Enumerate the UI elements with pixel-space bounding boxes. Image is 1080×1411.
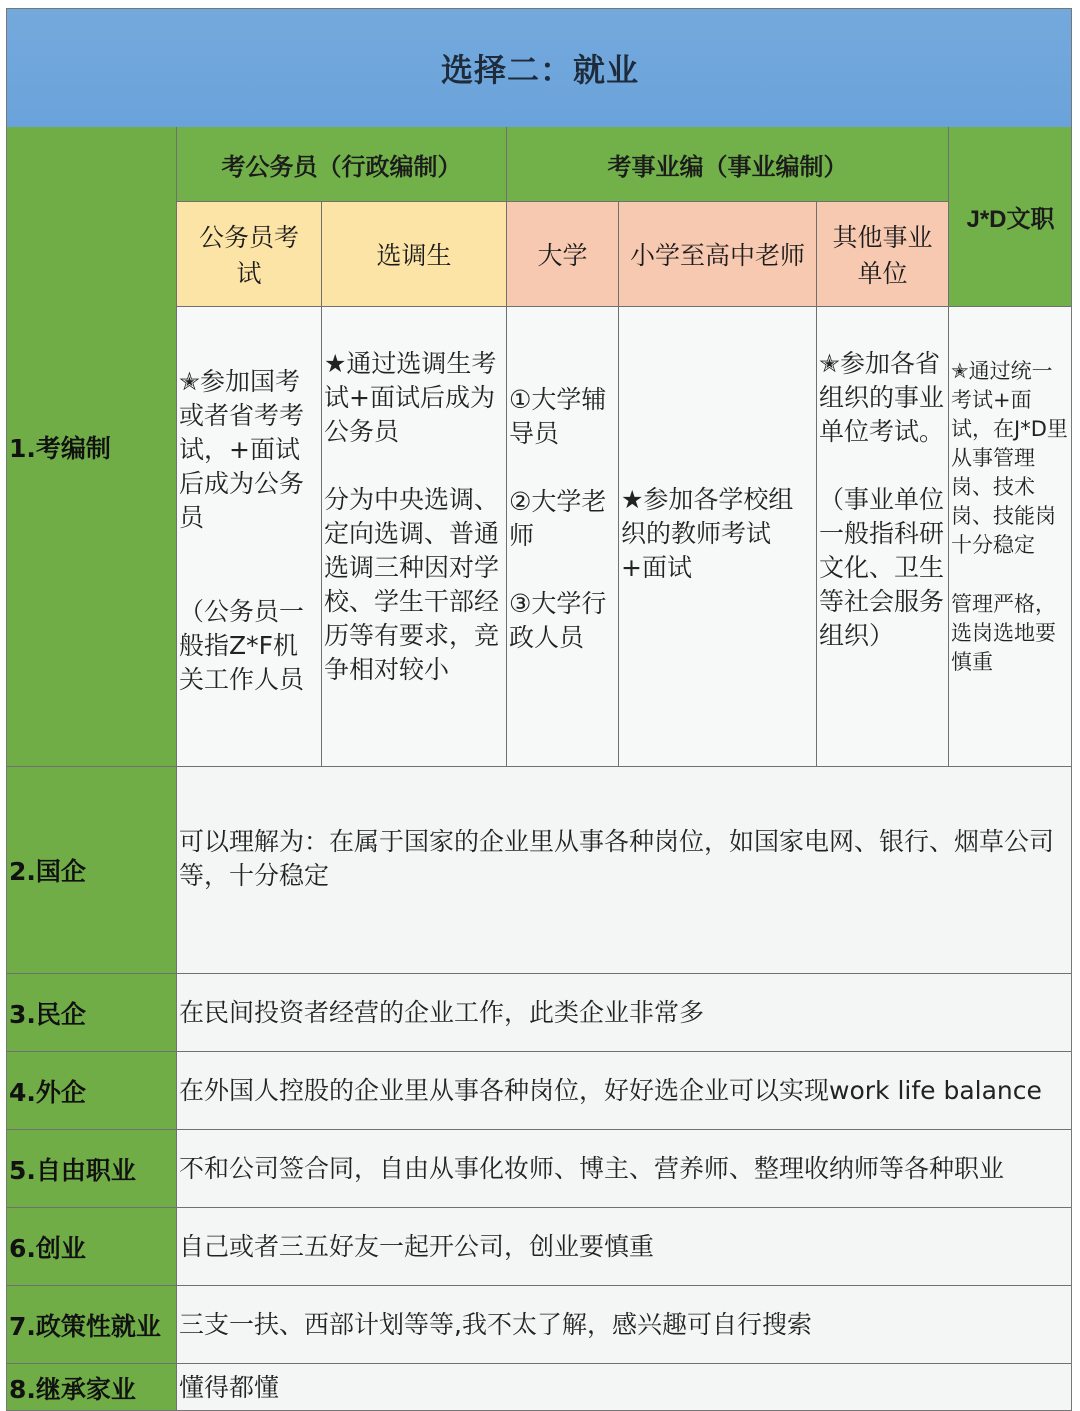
header-jd-label: J*D文职 bbox=[966, 206, 1055, 233]
row-label-text: 4.外企 bbox=[9, 1077, 86, 1107]
university-item-3: ③大学行政人员 bbox=[509, 589, 607, 652]
row-label-text: 2.国企 bbox=[9, 857, 86, 886]
university-item-2: ②大学老师 bbox=[509, 487, 607, 550]
row-label-text: 7.政策性就业 bbox=[9, 1311, 161, 1341]
header-other-units-label: 其他事业单位 bbox=[832, 223, 933, 288]
university-item-1: ①大学辅导员 bbox=[509, 385, 607, 448]
header-university bbox=[507, 202, 619, 307]
freelance-text: 不和公司签合同，自由从事化妆师、博主、营养师、整理收纳师等各种职业 bbox=[179, 1153, 1005, 1183]
cell-startup bbox=[177, 1208, 1072, 1286]
cell-teacher bbox=[619, 307, 817, 767]
cell-soe bbox=[177, 767, 1072, 974]
header-teacher bbox=[619, 202, 817, 307]
cell-foreign bbox=[177, 1052, 1072, 1130]
civil-exam-text: ✭参加国考或者省考考试，+面试后成为公务员 bbox=[179, 367, 305, 532]
other-units-text: ✭参加各省组织的事业单位考试。 bbox=[819, 349, 945, 446]
header-jd-civilian bbox=[949, 127, 1072, 307]
cell-private bbox=[177, 974, 1072, 1052]
teacher-text: ★参加各学校组织的教师考试+面试 bbox=[621, 485, 794, 582]
row-label-text: 1.考编制 bbox=[9, 433, 111, 463]
row-label-exam bbox=[7, 127, 177, 767]
jd-text: ✭通过统一考试+面试，在J*D里从事管理岗、技术岗、技能岗十分稳定 bbox=[951, 359, 1068, 557]
family-text: 懂得都懂 bbox=[179, 1372, 280, 1402]
header-university-label: 大学 bbox=[537, 241, 588, 270]
row-label-startup bbox=[7, 1208, 177, 1286]
cell-jd-civilian bbox=[949, 307, 1072, 767]
row-label-text: 3.民企 bbox=[9, 999, 86, 1029]
header-selected-graduate bbox=[322, 202, 507, 307]
row-label-text: 8.继承家业 bbox=[9, 1374, 136, 1404]
policy-text: 三支一扶、西部计划等等,我不太了解，感兴趣可自行搜索 bbox=[179, 1309, 812, 1339]
header-civil-service-label: 考公务员（行政编制） bbox=[221, 152, 462, 181]
row-label-foreign bbox=[7, 1052, 177, 1130]
row-label-family bbox=[7, 1364, 177, 1411]
header-selected-graduate-label: 选调生 bbox=[376, 241, 452, 270]
cell-policy bbox=[177, 1286, 1072, 1364]
cell-other-units bbox=[817, 307, 949, 767]
cell-civil-exam bbox=[177, 307, 322, 767]
cell-selected-graduate bbox=[322, 307, 507, 767]
header-civil-service-group bbox=[177, 127, 507, 202]
row-label-text: 5.自由职业 bbox=[9, 1155, 136, 1185]
header-institution-label: 考事业编（事业编制） bbox=[607, 152, 848, 181]
cell-family bbox=[177, 1364, 1072, 1411]
table-title-bar bbox=[7, 9, 1072, 128]
other-units-note: （事业单位一般指科研文化、卫生等社会服务组织） bbox=[819, 485, 945, 650]
row-label-policy bbox=[7, 1286, 177, 1364]
startup-text: 自己或者三五好友一起开公司，创业要慎重 bbox=[179, 1231, 655, 1261]
row-label-text: 6.创业 bbox=[9, 1233, 86, 1263]
soe-text: 可以理解为：在属于国家的企业里从事各种岗位，如国家电网、银行、烟草公司等，十分稳定 bbox=[179, 827, 1055, 890]
employment-table bbox=[6, 8, 1072, 1411]
selected-graduate-text: ★通过选调生考试+面试后成为公务员 bbox=[324, 349, 497, 446]
row-label-private bbox=[7, 974, 177, 1052]
row-label-freelance bbox=[7, 1130, 177, 1208]
cell-freelance bbox=[177, 1130, 1072, 1208]
table-title: 选择二：就业 bbox=[440, 51, 639, 89]
private-text: 在民间投资者经营的企业工作，此类企业非常多 bbox=[179, 997, 705, 1027]
civil-exam-note: （公务员一般指Z*F机关工作人员 bbox=[179, 597, 305, 694]
selected-graduate-note: 分为中央选调、定向选调、普通选调三种因对学校、学生干部经历等有要求，竞争相对较小 bbox=[324, 485, 500, 684]
header-civil-exam-label: 公务员考试 bbox=[198, 223, 299, 288]
header-civil-exam bbox=[177, 202, 322, 307]
header-institution-group bbox=[507, 127, 949, 202]
jd-note: 管理严格，选岗选地要慎重 bbox=[951, 592, 1056, 674]
cell-university bbox=[507, 307, 619, 767]
header-teacher-label: 小学至高中老师 bbox=[629, 241, 805, 270]
foreign-text: 在外国人控股的企业里从事各种岗位，好好选企业可以实现work life balance bbox=[179, 1075, 1042, 1105]
row-label-soe bbox=[7, 767, 177, 974]
header-other-units bbox=[817, 202, 949, 307]
